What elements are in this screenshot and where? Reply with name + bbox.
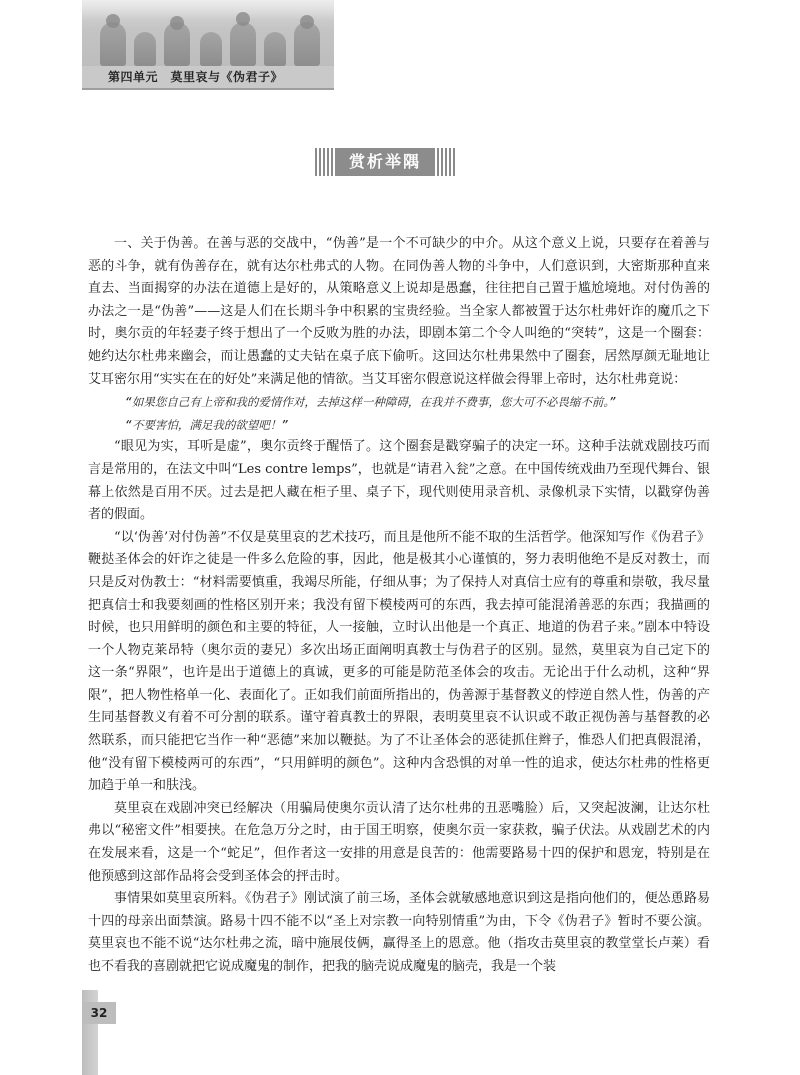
article-body bbox=[88, 233, 710, 979]
paragraph: “以‘伪善’对付伪善”不仅是莫里哀的艺术技巧，而且是他所不能不取的生活哲学。他深知写作《伪君子》鞭挞圣体会的奸诈之徒是一件多么危险的事，因此，他是极其小心谨慎的，努力表明他绝不是反对教士，而只是反对伪教士：“材料需要慎重，我竭尽所能，仔细从事；为了保持人对真信士应有的尊重和崇敬，我尽量把真信士和我要刻画的性格区别开来；我没有留下模棱两可的东西，我去掉可能混淆善恶的东西；我描画的时候，也只用鲜明的颜色和主要的特征，人一接触，立时认出他是一个真正、地道的伪君子来。”剧本中特设一个人物克莱昂特（奥尔贡的妻兄）多次出场正面阐明真教士与伪君子的区别。显然，莫里哀为自己定下的这一条“界限”，也许是出于道德上的真诚，更多的可能是防范圣体会的攻击。无论出于什么动机，这种“界限”，把人物性格单一化、表面化了。正如我们前面所指出的，伪善源于基督教义的悖逆自然人性，伪善的产生同基督教义有着不可分割的联系。谨守着真教士的界限，表明莫里哀不认识或不敢正视伪善与基督教的必然联系，而只能把它当作一种“恶德”来加以鞭挞。为了不让圣体会的恶徒抓住辫子，惟恐人们把真假混淆，他“没有留下模棱两可的东西”，“只用鲜明的颜色”。这种内含恐惧的对单一性的追求，使达尔杜弗的性格更加趋于单一和肤浅。 bbox=[88, 529, 710, 794]
paragraph: 莫里哀在戏剧冲突已经解决（用骗局使奥尔贡认清了达尔杜弗的丑恶嘴脸）后，又突起波澜，让达尔杜弗以“秘密文件”相要挟。在危急万分之时，由于国王明察，使奥尔贡一家获救，骗子伏法。从戏剧艺术的内在发展来看，这是一个“蛇足”，但作者这一安排的用意是良苦的：他需要路易十四的保护和恩宠，特别是在他预感到这部作品将会受到圣体会的抨击时。 bbox=[88, 800, 710, 884]
header-illustration bbox=[82, 0, 334, 66]
section-title: 赏析举隅 bbox=[335, 148, 435, 176]
paragraph: “眼见为实，耳听是虚”，奥尔贡终于醒悟了。这个圈套是戳穿骗子的决定一环。这种手法就戏剧技巧而言是常用的，在法文中叫“Les contre lemps”，也就是“请君入瓮”之意。在中国传统戏曲乃至现代舞台、银幕上依然是百用不厌。过去是把人藏在柜子里、桌子下，现代则使用录音机、录像机录下实情，以戳穿伪善者的假面。 bbox=[88, 439, 710, 523]
running-head: 第四单元 莫里哀与《伪君子》 bbox=[108, 70, 284, 84]
quote-paragraph: “不要害怕，满足我的欲望吧！” bbox=[125, 417, 289, 432]
paragraph: 一、关于伪善。在善与恶的交战中，“伪善”是一个不可缺少的中介。从这个意义上说，只要存在着善与恶的斗争，就有伪善存在，就有达尔杜弗式的人物。在同伪善人物的斗争中，人们意识到，大密斯那种直来直去、当面揭穿的办法在道德上是好的，从策略意义上说却是愚蠢，往往把自己置于尴尬境地。对付伪善的办法之一是“伪善”——这是人们在长期斗争中积累的宝贵经验。当全家人都被置于达尔杜弗奸诈的魔爪之下时，奥尔贡的年轻妻子终于想出了一个反败为胜的办法，即剧本第二个令人叫绝的“突转”，这是一个圈套：她约达尔杜弗来幽会，而让愚蠢的丈夫钻在桌子底下偷听。这回达尔杜弗果然中了圈套，居然厚颜无耻地让艾耳密尔用“实实在在的好处”来满足他的情欲。当艾耳密尔假意说这样做会得罪上帝时，达尔杜弗竟说： bbox=[88, 236, 710, 387]
paragraph: 事情果如莫里哀所料。《伪君子》刚试演了前三场，圣体会就敏感地意识到这是指向他们的，便怂恿路易十四的母亲出面禁演。路易十四不能不以“圣上对宗教一向特别情重”为由，下令《伪君子》暂时不要公演。莫里哀也不能不说“达尔杜弗之流，暗中施展伎俩，赢得圣上的恩意。他（指攻击莫里哀的教堂堂长卢莱）看也不看我的喜剧就把它说成魔鬼的制作，把我的脑壳说成魔鬼的脑壳，我是一个装 bbox=[88, 891, 710, 974]
header-divider bbox=[82, 88, 334, 90]
heading-stripes-left bbox=[315, 148, 333, 176]
section-heading bbox=[315, 148, 455, 176]
quote-paragraph: “如果您自己有上帝和我的爱情作对，去掉这样一种障碍，在我并不费事，您大可不必畏缩不前。” bbox=[125, 395, 617, 410]
heading-stripes-right bbox=[437, 148, 455, 176]
page-number: 32 bbox=[82, 1002, 116, 1024]
